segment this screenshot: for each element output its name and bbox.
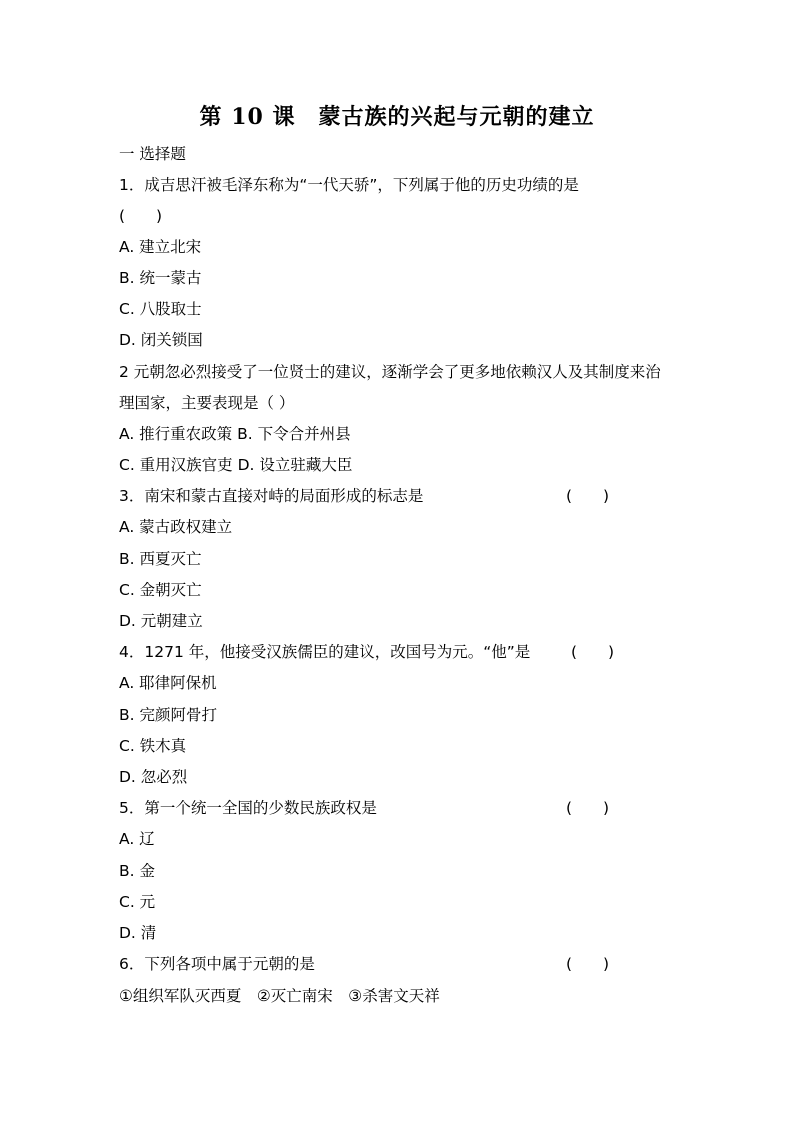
- question-1-option-d: D. 闭关锁国: [119, 331, 203, 349]
- question-3-option-c: C. 金朝灭亡: [119, 581, 202, 599]
- question-5-bracket: ( ): [566, 799, 610, 817]
- section-heading: 一 选择题: [119, 145, 186, 163]
- question-4-option-b: B. 完颜阿骨打: [119, 706, 217, 724]
- question-2-options-line-1: A. 推行重农政策 B. 下令合并州县: [119, 425, 351, 443]
- question-1-option-a: A. 建立北宋: [119, 238, 202, 256]
- question-5-option-d: D. 清: [119, 924, 157, 942]
- question-2-options-line-2: C. 重用汉族官吏 D. 设立驻藏大臣: [119, 456, 353, 474]
- question-5-option-a: A. 辽: [119, 830, 155, 848]
- question-3-option-a: A. 蒙古政权建立: [119, 518, 233, 536]
- question-4-bracket: ( ): [571, 643, 615, 661]
- question-1-option-b: B. 统一蒙古: [119, 269, 202, 287]
- question-5-stem: 5．第一个统一全国的少数民族政权是: [119, 799, 377, 817]
- question-2-stem-line-1: 2 元朝忽必烈接受了一位贤士的建议，逐渐学会了更多地依赖汉人及其制度来治: [119, 363, 661, 381]
- question-1-bracket: ( ): [119, 207, 163, 225]
- question-3-stem: 3．南宋和蒙古直接对峙的局面形成的标志是: [119, 487, 424, 505]
- question-1-option-c: C. 八股取士: [119, 300, 202, 318]
- lesson-title: 第 10 课 蒙古族的兴起与元朝的建立: [199, 104, 595, 130]
- question-4-option-c: C. 铁木真: [119, 737, 187, 755]
- question-4-stem: 4．1271 年，他接受汉族儒臣的建议，改国号为元。“他”是: [119, 643, 531, 661]
- question-6-bracket: ( ): [566, 955, 610, 973]
- question-1-stem: 1．成吉思汗被毛泽东称为“一代天骄”，下列属于他的历史功绩的是: [119, 176, 579, 194]
- question-4-option-a: A. 耶律阿保机: [119, 674, 217, 692]
- question-4-option-d: D. 忽必烈: [119, 768, 188, 786]
- question-6-stem: 6．下列各项中属于元朝的是: [119, 955, 315, 973]
- question-5-option-b: B. 金: [119, 862, 155, 880]
- question-3-option-b: B. 西夏灭亡: [119, 550, 202, 568]
- question-3-bracket: ( ): [566, 487, 610, 505]
- question-6-items: ①组织军队灭西夏 ②灭亡南宋 ③杀害文天祥: [119, 987, 440, 1005]
- question-3-option-d: D. 元朝建立: [119, 612, 203, 630]
- question-2-stem-line-2: 理国家，主要表现是（ ）: [119, 394, 295, 412]
- question-5-option-c: C. 元: [119, 893, 156, 911]
